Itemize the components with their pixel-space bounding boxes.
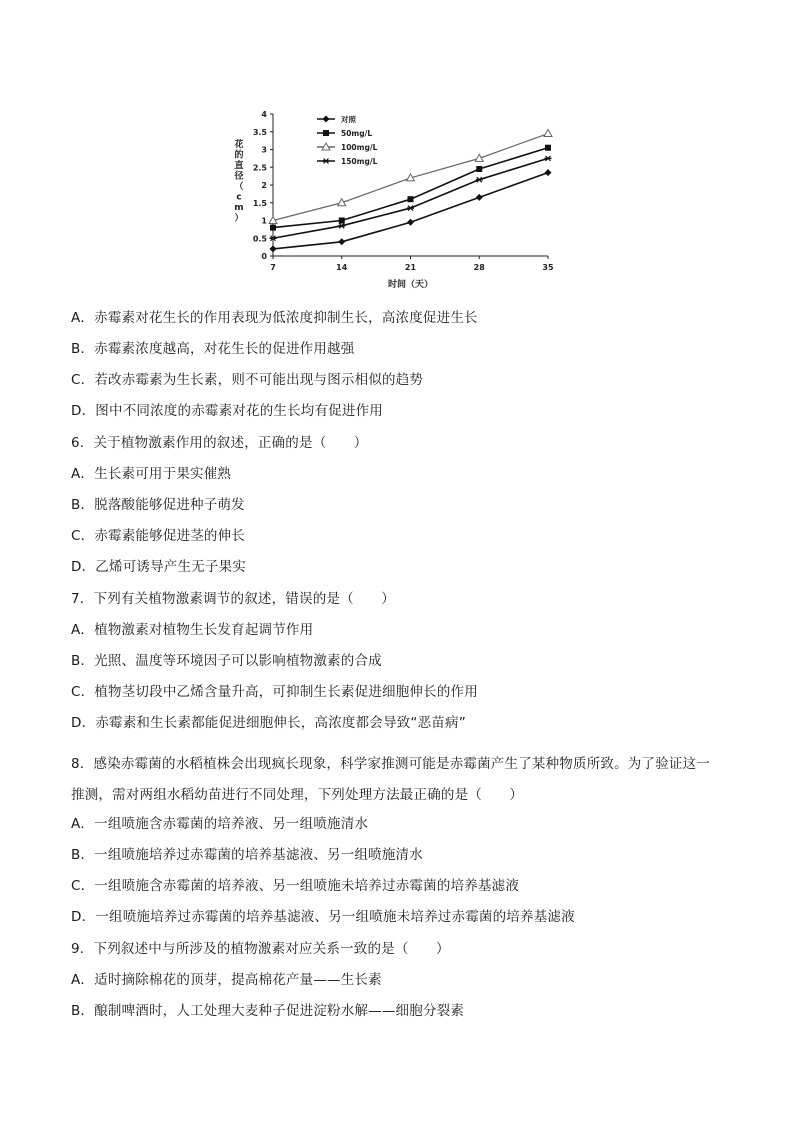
- legend-label: 50mg/L: [341, 129, 373, 138]
- series-line-0: [273, 173, 548, 249]
- x-tick-label: 7: [270, 263, 276, 272]
- q6-option-b: B．脱落酸能够促进种子萌发: [71, 497, 245, 513]
- q6-option-c: C．赤霉素能够促进茎的伸长: [71, 528, 246, 544]
- y-axis-label: 花的直径（ c m ）: [234, 140, 244, 224]
- legend-label: 100mg/L: [341, 143, 378, 152]
- q7-option-c: C．植物茎切段中乙烯含量升高，可抑制生长素促进细胞伸长的作用: [71, 684, 478, 700]
- q8-option-c: C．一组喷施含赤霉菌的培养液、另一组喷施未培养过赤霉菌的培养基滤液: [71, 878, 520, 894]
- data-point: [270, 245, 277, 252]
- data-point: [407, 219, 414, 226]
- y-tick-label: 0.5: [252, 234, 267, 244]
- data-point: [476, 166, 482, 172]
- q7-stem: 7．下列有关植物激素调节的叙述，错误的是（ ）: [71, 591, 395, 607]
- data-point: [545, 156, 552, 161]
- legend-marker: [323, 116, 330, 123]
- q5-option-a: A．赤霉素对花生长的作用表现为低浓度抑制生长，高浓度促进生长: [71, 310, 478, 326]
- y-tick-label: 0: [261, 252, 267, 261]
- q9-option-b: B．酿制啤酒时，人工处理大麦种子促进淀粉水解——细胞分裂素: [71, 1003, 465, 1019]
- data-point: [408, 196, 414, 202]
- q9-stem: 9．下列叙述中与所涉及的植物激素对应关系一致的是（ ）: [71, 941, 450, 957]
- legend-marker: [323, 159, 330, 164]
- x-tick-label: 21: [404, 263, 417, 272]
- data-point: [544, 130, 552, 137]
- data-point: [476, 194, 483, 201]
- data-point: [407, 206, 414, 211]
- y-tick-label: 4: [261, 110, 267, 119]
- legend-label: 对照: [341, 115, 356, 124]
- y-tick-label: 1: [261, 216, 267, 226]
- q9-option-a: A．适时摘除棉花的顶芽，提高棉花产量——生长素: [71, 972, 382, 988]
- x-axis-label: 时间（天）: [387, 280, 434, 290]
- y-tick-label: 1.5: [252, 198, 267, 208]
- q5-option-b: B．赤霉素浓度越高，对花生长的促进作用越强: [71, 341, 355, 357]
- data-point: [545, 169, 552, 176]
- q8-option-a: A．一组喷施含赤霉菌的培养液、另一组喷施清水: [71, 816, 369, 832]
- q8-option-b: B．一组喷施培养过赤霉菌的培养基滤液、另一组喷施清水: [71, 847, 423, 863]
- data-point: [270, 225, 276, 231]
- x-tick-label: 35: [542, 263, 554, 272]
- data-point: [339, 218, 345, 224]
- data-point: [476, 177, 483, 182]
- y-tick-label: 3.5: [252, 127, 267, 137]
- y-tick-label: 2: [261, 181, 267, 190]
- y-tick-label: 3: [261, 145, 267, 155]
- q7-option-d: D．赤霉素和生长素都能促进细胞伸长，高浓度都会导致“恶苗病”: [71, 715, 466, 731]
- chart-legend: [317, 114, 378, 166]
- q5-option-d: D．图中不同浓度的赤霉素对花的生长均有促进作用: [71, 403, 383, 419]
- q6-option-a: A．生长素可用于果实催熟: [71, 466, 232, 482]
- q8-option-d: D．一组喷施培养过赤霉菌的培养基滤液、另一组喷施未培养过赤霉菌的培养基滤液: [71, 909, 575, 925]
- y-tick-label: 2.5: [252, 163, 267, 173]
- q7-option-a: A．植物激素对植物生长发育起调节作用: [71, 622, 314, 638]
- x-tick-label: 28: [473, 263, 485, 272]
- data-point: [338, 238, 345, 245]
- q6-stem: 6．关于植物激素作用的叙述，正确的是（ ）: [71, 435, 368, 451]
- q6-option-d: D．乙烯可诱导产生无子果实: [71, 559, 246, 575]
- q8-stem: 8．感染赤霉菌的水稻植株会出现疯长现象，科学家推测可能是赤霉菌产生了某种物质所致。为了验证这一推测，需对两组水稻幼苗进行不同处理，下列处理方法最正确的是（ ）: [71, 756, 710, 803]
- data-point: [545, 145, 551, 151]
- x-tick-label: 14: [336, 263, 348, 272]
- chart-svg: [225, 105, 565, 300]
- legend-label: 150mg/L: [341, 157, 378, 166]
- data-point: [338, 223, 345, 228]
- legend-marker: [323, 130, 329, 136]
- q7-option-b: B．光照、温度等环境因子可以影响植物激素的合成: [71, 653, 382, 669]
- growth-chart: [225, 105, 565, 300]
- q5-option-c: C．若改赤霉素为生长素，则不可能出现与图示相似的趋势: [71, 372, 424, 388]
